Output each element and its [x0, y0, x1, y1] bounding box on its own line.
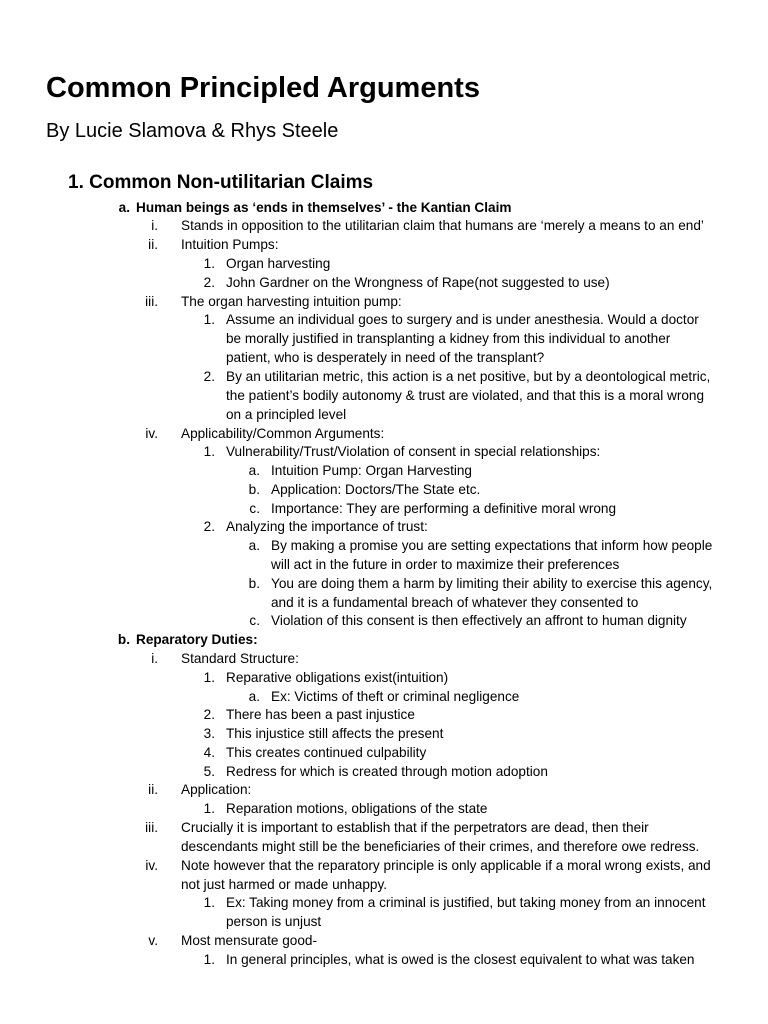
list-item-text: In general principles, what is owed is the closest equivalent to what was taken [226, 952, 695, 967]
list-marker: 1. [203, 312, 215, 327]
list-item-text: By making a promise you are setting expectations that inform how people [271, 538, 713, 553]
list-item-text: Intuition Pumps: [181, 237, 279, 252]
document-title: Common Principled Arguments [46, 72, 480, 104]
list-marker: 1. [203, 801, 215, 816]
list-marker: b. [117, 632, 130, 647]
list-item-text: person is unjust [226, 914, 322, 929]
list-marker: b. [248, 482, 260, 497]
list-item-text: Reparation motions, obligations of the state [226, 801, 488, 816]
list-item-text: Intuition Pump: Organ Harvesting [271, 463, 472, 478]
list-marker: 3. [203, 726, 215, 741]
list-marker: 1. [203, 444, 215, 459]
list-marker: 2. [203, 519, 215, 534]
list-item-text: the patient’s bodily autonomy & trust are violated, and that this is a moral wrong [226, 388, 705, 403]
list-item-text: John Gardner on the Wrongness of Rape(not suggested to use) [226, 275, 610, 290]
list-item-text: Reparative obligations exist(intuition) [226, 670, 449, 685]
list-marker: 1. [203, 256, 215, 271]
list-marker: b. [248, 576, 260, 591]
list-marker: 4. [203, 745, 215, 760]
list-marker: ii. [148, 237, 158, 252]
list-item-text: Organ harvesting [226, 256, 331, 271]
list-marker: 2. [203, 369, 215, 384]
list-marker: iii. [145, 820, 158, 835]
list-item-text: Redress for which is created through motion adoption [226, 764, 548, 779]
list-item-text: not just harmed or made unhappy. [181, 877, 388, 892]
list-item-text: Applicability/Common Arguments: [181, 426, 385, 441]
list-item-text: Note however that the reparatory principle is only applicable if a moral wrong exists, and [181, 858, 711, 873]
list-marker: 1. [203, 895, 215, 910]
list-marker: 1. [203, 952, 215, 967]
list-marker: iv. [145, 426, 158, 441]
list-marker: iii. [145, 294, 158, 309]
list-item-text: Application: [181, 782, 252, 797]
document-authors: By Lucie Slamova & Rhys Steele [46, 120, 339, 142]
list-item-text: Most mensurate good- [181, 933, 318, 948]
list-item-text: Violation of this consent is then effectively an affront to human dignity [271, 613, 687, 628]
list-item-text: Vulnerability/Trust/Violation of consent in special relationships: [226, 444, 601, 459]
subsection-heading: Human beings as ‘ends in themselves’ - the Kantian Claim [136, 200, 512, 215]
list-item-text: Ex: Victims of theft or criminal negligence [271, 689, 520, 704]
list-marker: a. [118, 200, 130, 215]
list-marker: a. [248, 689, 260, 704]
list-item-text: Application: Doctors/The State etc. [271, 482, 481, 497]
list-marker: ii. [148, 782, 158, 797]
list-marker: v. [148, 933, 158, 948]
list-item-text: Standard Structure: [181, 651, 299, 666]
list-item-text: Stands in opposition to the utilitarian claim that humans are ‘merely a means to an end’ [181, 218, 704, 233]
list-item-text: This creates continued culpability [226, 745, 427, 760]
list-item-text: Assume an individual goes to surgery and is under anesthesia. Would a doctor [226, 312, 699, 327]
list-item-text: Ex: Taking money from a criminal is justified, but taking money from an innocent [226, 895, 706, 910]
list-item-text: will act in the future in order to maximize their preferences [271, 557, 620, 572]
list-item-text: Analyzing the importance of trust: [226, 519, 428, 534]
list-marker: a. [248, 538, 260, 553]
list-marker: c. [249, 501, 260, 516]
list-item-text: The organ harvesting intuition pump: [181, 294, 402, 309]
list-item-text: You are doing them a harm by limiting their ability to exercise this agency, [271, 576, 713, 591]
list-marker: 2. [203, 707, 215, 722]
list-marker: 5. [203, 764, 215, 779]
list-item-text: This injustice still affects the present [226, 726, 444, 741]
list-marker: c. [249, 613, 260, 628]
list-item-text: and it is a fundamental breach of whatever they consented to [271, 595, 639, 610]
list-item-text: Crucially it is important to establish that if the perpetrators are dead, then their [181, 820, 649, 835]
list-item-text: There has been a past injustice [226, 707, 415, 722]
list-marker: 2. [203, 275, 215, 290]
list-item-text: be morally justified in transplanting a kidney from this individual to another [226, 331, 671, 346]
list-item-text: descendants might still be the beneficiaries of their crimes, and therefore owe redress. [181, 839, 700, 854]
list-item-text: patient, who is desperately in need of the transplant? [226, 350, 545, 365]
section-heading: 1. Common Non-utilitarian Claims [68, 172, 374, 193]
list-marker: i. [151, 218, 158, 233]
list-item-text: By an utilitarian metric, this action is a net positive, but by a deontological metric, [226, 369, 711, 384]
list-marker: 1. [203, 670, 215, 685]
list-item-text: Importance: They are performing a definitive moral wrong [271, 501, 617, 516]
list-marker: i. [151, 651, 158, 666]
list-item-text: on a principled level [226, 407, 347, 422]
list-marker: a. [248, 463, 260, 478]
list-marker: iv. [145, 858, 158, 873]
subsection-heading: Reparatory Duties: [136, 632, 258, 647]
